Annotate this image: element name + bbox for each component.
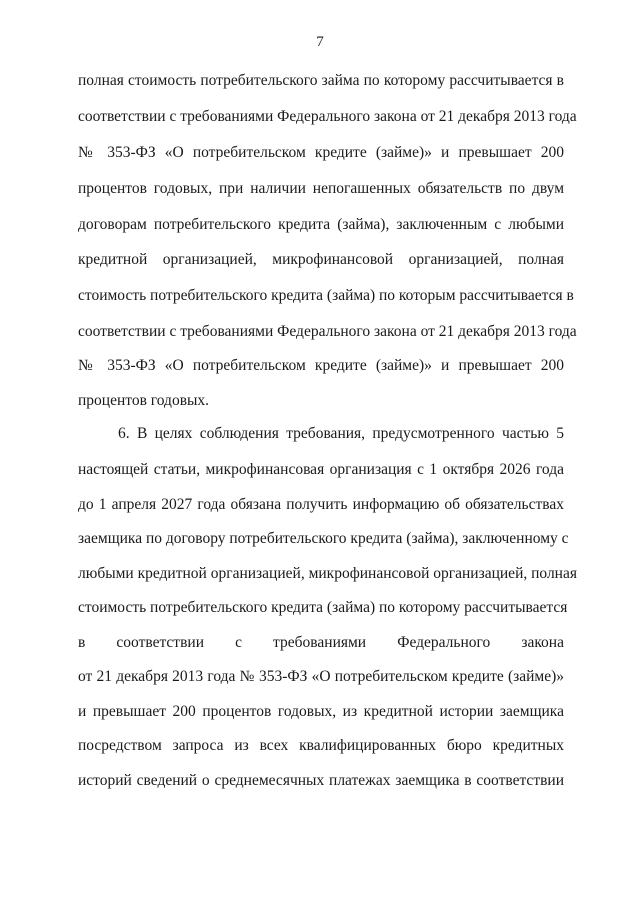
text-line: и превышает 200 процентов годовых, из кредитной истории заемщика — [78, 703, 564, 720]
text-line: процентов годовых, при наличии непогашенных обязательств по двум — [78, 180, 564, 197]
text-line: № 353-ФЗ «О потребительском кредите (займе)» и превышает 200 — [78, 357, 564, 374]
text-line: соответствии с требованиями Федерального закона от 21 декабря 2013 года — [78, 323, 577, 340]
text-line: настоящей статьи, микрофинансовая организация с 1 октября 2026 года — [78, 461, 564, 478]
text-line: кредитной организацией, микрофинансовой организацией, полная — [78, 251, 564, 268]
paragraph-6-first-line: 6. В целях соблюдения требования, предусмотренного частью 5 — [118, 425, 564, 442]
text-line: посредством запроса из всех квалифицированных бюро кредитных — [78, 737, 564, 754]
text-line: процентов годовых. — [78, 392, 210, 409]
text-line: стоимость потребительского кредита (займа) по которым рассчитывается в — [78, 287, 574, 304]
text-line: заемщика по договору потребительского кредита (займа), заключенному с — [78, 530, 569, 547]
text-line: соответствии с требованиями Федерального закона от 21 декабря 2013 года — [78, 108, 577, 125]
page-number: 7 — [316, 34, 324, 50]
text-line: историй сведений о среднемесячных платежах заемщика в соответствии — [78, 772, 564, 789]
text-line: стоимость потребительского кредита (займа) по которому рассчитывается — [78, 599, 568, 616]
text-line: № 353-ФЗ «О потребительском кредите (займе)» и превышает 200 — [78, 144, 564, 161]
text-line: любыми кредитной организацией, микрофинансовой организацией, полная — [78, 565, 577, 582]
text-line: в соответствии с требованиями Федерального закона — [78, 634, 564, 651]
text-line: договорам потребительского кредита (займа), заключенным с любыми — [78, 216, 564, 233]
text-line: полная стоимость потребительского займа по которому рассчитывается в — [78, 72, 564, 89]
text-line: от 21 декабря 2013 года № 353-ФЗ «О потребительском кредите (займе)» — [78, 668, 564, 685]
text-line: до 1 апреля 2027 года обязана получить информацию об обязательствах — [78, 496, 564, 513]
